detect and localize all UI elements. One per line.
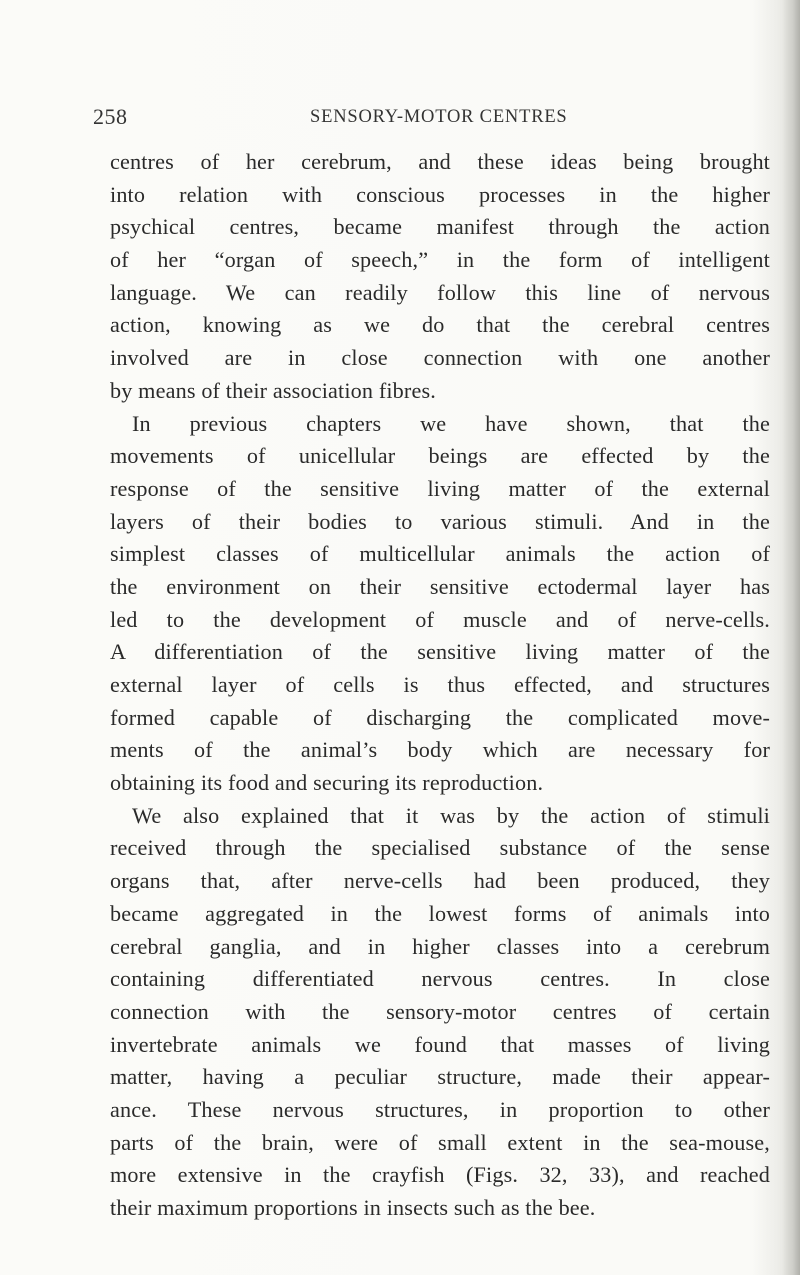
- text-line: invertebrate animals we found that masses of living: [110, 1031, 770, 1057]
- page-header: [0, 104, 800, 134]
- text-line: ments of the animal’s body which are necessary for: [110, 737, 770, 763]
- text-line: layers of their bodies to various stimuli. And in the: [110, 508, 770, 534]
- text-line: matter, having a peculiar structure, made their appear-: [110, 1064, 770, 1090]
- text-line: into relation with conscious processes in the higher: [110, 181, 770, 207]
- text-line: their maximum proportions in insects such as the bee.: [110, 1195, 596, 1220]
- text-line: became aggregated in the lowest forms of animals into: [110, 900, 770, 926]
- text-line: formed capable of discharging the complicated move-: [110, 704, 770, 730]
- text-line: response of the sensitive living matter of the external: [110, 475, 770, 501]
- text-line: In previous chapters we have shown, that the: [132, 410, 770, 436]
- text-line: of her “organ of speech,” in the form of intelligent: [110, 247, 770, 273]
- text-line: ance. These nervous structures, in proportion to other: [110, 1096, 770, 1122]
- text-line: more extensive in the crayfish (Figs. 32, 33), and reached: [110, 1162, 770, 1188]
- text-line: simplest classes of multicellular animals the action of: [110, 541, 770, 567]
- text-line: obtaining its food and securing its reproduction.: [110, 770, 544, 796]
- text-line: external layer of cells is thus effected, and structures: [110, 672, 770, 697]
- text-line: psychical centres, became manifest through the action: [110, 214, 770, 240]
- page-edge-shadow: [782, 0, 800, 1275]
- text-line: by means of their association fibres.: [110, 377, 436, 403]
- text-line: centres of her cerebrum, and these ideas being brought: [110, 149, 770, 174]
- text-line: A differentiation of the sensitive living matter of the: [110, 639, 770, 665]
- text-line: action, knowing as we do that the cerebral centres: [110, 312, 770, 338]
- text-line: the environment on their sensitive ectodermal layer has: [110, 573, 770, 599]
- text-line: organs that, after nerve-cells had been produced, they: [110, 868, 770, 894]
- text-line: movements of unicellular beings are effected by the: [110, 443, 770, 469]
- body-text: [110, 146, 770, 1225]
- text-line: We also explained that it was by the action of stimuli: [132, 802, 770, 828]
- text-line: containing differentiated nervous centres. In close: [110, 966, 770, 992]
- text-line: led to the development of muscle and of nerve-cells.: [110, 606, 770, 632]
- text-line: connection with the sensory-motor centres of certain: [110, 998, 770, 1024]
- text-line: language. We can readily follow this line of nervous: [110, 279, 770, 305]
- text-line: involved are in close connection with one another: [110, 345, 770, 371]
- text-line: cerebral ganglia, and in higher classes into a cerebrum: [110, 933, 770, 959]
- page-number: 258: [93, 104, 128, 129]
- text-line: received through the specialised substance of the sense: [110, 835, 770, 861]
- text-line: parts of the brain, were of small extent in the sea-mouse,: [110, 1129, 770, 1155]
- running-head: SENSORY-MOTOR CENTRES: [310, 107, 568, 127]
